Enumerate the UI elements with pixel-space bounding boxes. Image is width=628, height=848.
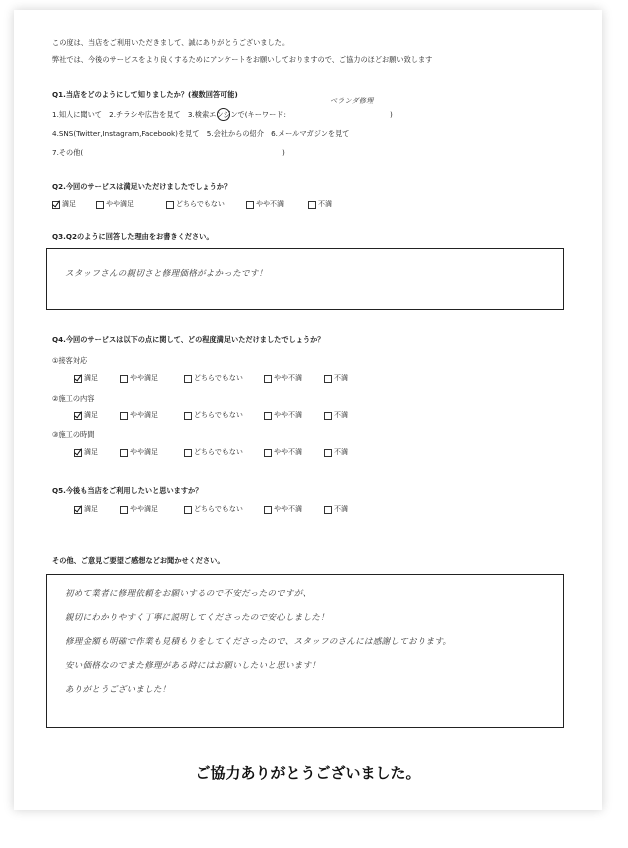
q5-option-5[interactable]: 不満 — [324, 505, 348, 514]
q1-row-2: 4.SNS(Twitter,Instagram,Facebook)を見て 5.会社からの紹介 6.メールマガジンを見て — [52, 129, 350, 138]
q4-1-option-3[interactable]: どちらでもない — [184, 374, 264, 383]
q5-question: Q5.今後も当店をご利用したいと思いますか？ — [52, 486, 203, 495]
q5-option-2[interactable]: やや満足 — [120, 505, 184, 514]
q2-question: Q2.今回のサービスは満足いただけましたでしょうか？ — [52, 182, 232, 191]
checkbox[interactable] — [96, 201, 104, 209]
comment-line-3: 修理金額も明確で作業も見積もりをしてくださったので、スタッフのさんには感謝しております。 — [65, 637, 452, 647]
q5-option-4[interactable]: やや不満 — [264, 505, 324, 514]
checkbox[interactable] — [184, 506, 192, 514]
checkbox[interactable] — [120, 449, 128, 457]
q1-row-1-close: ) — [390, 110, 393, 119]
q1-row-3-close: ) — [282, 148, 285, 157]
q5-option-3[interactable]: どちらでもない — [184, 505, 264, 514]
q4-1-option-1[interactable]: 満足 — [74, 374, 120, 383]
checkbox-checked[interactable] — [74, 449, 82, 457]
q2-option-5[interactable]: 不満 — [308, 200, 332, 209]
checkbox-checked[interactable] — [74, 506, 82, 514]
comment-line-4: 安い価格なのでまた修理がある時にはお願いしたいと思います！ — [65, 661, 321, 671]
q4-3-option-5[interactable]: 不満 — [324, 448, 348, 457]
q4-1-option-2[interactable]: やや満足 — [120, 374, 184, 383]
checkbox[interactable] — [264, 412, 272, 420]
checkbox[interactable] — [184, 449, 192, 457]
q1-question: Q1.当店をどのようにして知りましたか？(複数回答可能) — [52, 90, 238, 99]
q1-row-3: 7.その他( — [52, 148, 84, 157]
q2-option-1[interactable]: 満足 — [52, 200, 96, 209]
q4-2-option-4[interactable]: やや不満 — [264, 411, 324, 420]
comment-line-1: 初めて業者に修理依頼をお願いするので不安だったのですが、 — [65, 589, 312, 599]
checkbox-checked[interactable] — [74, 375, 82, 383]
comment-line-5: ありがとうございました！ — [65, 685, 171, 695]
q4-3-option-3[interactable]: どちらでもない — [184, 448, 264, 457]
intro-line-1: この度は、当店をご利用いただきまして、誠にありがとうございました。 — [52, 38, 290, 47]
checkbox[interactable] — [264, 375, 272, 383]
checkbox[interactable] — [264, 449, 272, 457]
q3-answer: スタッフさんの親切さと修理価格がよかったです！ — [65, 269, 268, 279]
checkbox[interactable] — [184, 412, 192, 420]
q5-option-1[interactable]: 満足 — [74, 505, 120, 514]
checkbox[interactable] — [324, 506, 332, 514]
checkbox[interactable] — [166, 201, 174, 209]
q4-sub-1: ①接客対応 — [52, 356, 88, 365]
q4-2-option-2[interactable]: やや満足 — [120, 411, 184, 420]
q1-answer-circle — [217, 108, 230, 121]
thank-you-footer: ご協力ありがとうございました。 — [195, 764, 421, 782]
q4-2-option-5[interactable]: 不満 — [324, 411, 348, 420]
checkbox[interactable] — [324, 449, 332, 457]
checkbox[interactable] — [120, 375, 128, 383]
checkbox[interactable] — [308, 201, 316, 209]
q4-sub-2: ②施工の内容 — [52, 394, 95, 403]
q3-question: Q3.Q2のように回答した理由をお書きください。 — [52, 232, 214, 241]
checkbox[interactable] — [120, 506, 128, 514]
q4-3-option-4[interactable]: やや不満 — [264, 448, 324, 457]
comments-question: その他、ご意見ご要望ご感想などお聞かせください。 — [52, 556, 225, 565]
q2-option-4[interactable]: やや不満 — [246, 200, 308, 209]
q4-1-option-4[interactable]: やや不満 — [264, 374, 324, 383]
q4-1-option-5[interactable]: 不満 — [324, 374, 348, 383]
checkbox[interactable] — [324, 375, 332, 383]
q4-sub-2-options — [74, 411, 348, 420]
checkbox[interactable] — [264, 506, 272, 514]
q4-2-option-1[interactable]: 満足 — [74, 411, 120, 420]
q4-sub-1-options — [74, 374, 348, 383]
q4-question: Q4.今回のサービスは以下の点に関して、どの程度満足いただけましたでしょうか？ — [52, 335, 325, 344]
q5-options — [74, 505, 348, 514]
checkbox[interactable] — [246, 201, 254, 209]
q4-2-option-3[interactable]: どちらでもない — [184, 411, 264, 420]
q1-keyword-note: ベランダ修理 — [330, 97, 374, 105]
q2-options — [52, 200, 332, 209]
q4-sub-3-options — [74, 448, 348, 457]
survey-sheet — [14, 10, 602, 810]
q4-3-option-2[interactable]: やや満足 — [120, 448, 184, 457]
intro-line-2: 弊社では、今後のサービスをより良くするためにアンケートをお願いしておりますので、ご協力のほどお願い致します — [52, 55, 433, 64]
comment-line-2: 親切にわかりやすく丁寧に説明してくださったので安心しました！ — [65, 613, 330, 623]
q3-answer-box[interactable] — [46, 248, 564, 310]
q2-option-2[interactable]: やや満足 — [96, 200, 166, 209]
q1-row-1: 1.知人に聞いて 2.チラシや広告を見て 3.検索エンジンで(キーワード: — [52, 110, 286, 119]
q4-3-option-1[interactable]: 満足 — [74, 448, 120, 457]
checkbox-checked[interactable] — [52, 201, 60, 209]
q2-option-3[interactable]: どちらでもない — [166, 200, 246, 209]
checkbox[interactable] — [324, 412, 332, 420]
checkbox[interactable] — [120, 412, 128, 420]
checkbox-checked[interactable] — [74, 412, 82, 420]
checkbox[interactable] — [184, 375, 192, 383]
q4-sub-3: ③施工の時間 — [52, 430, 95, 439]
comments-answer-box[interactable] — [46, 574, 564, 728]
